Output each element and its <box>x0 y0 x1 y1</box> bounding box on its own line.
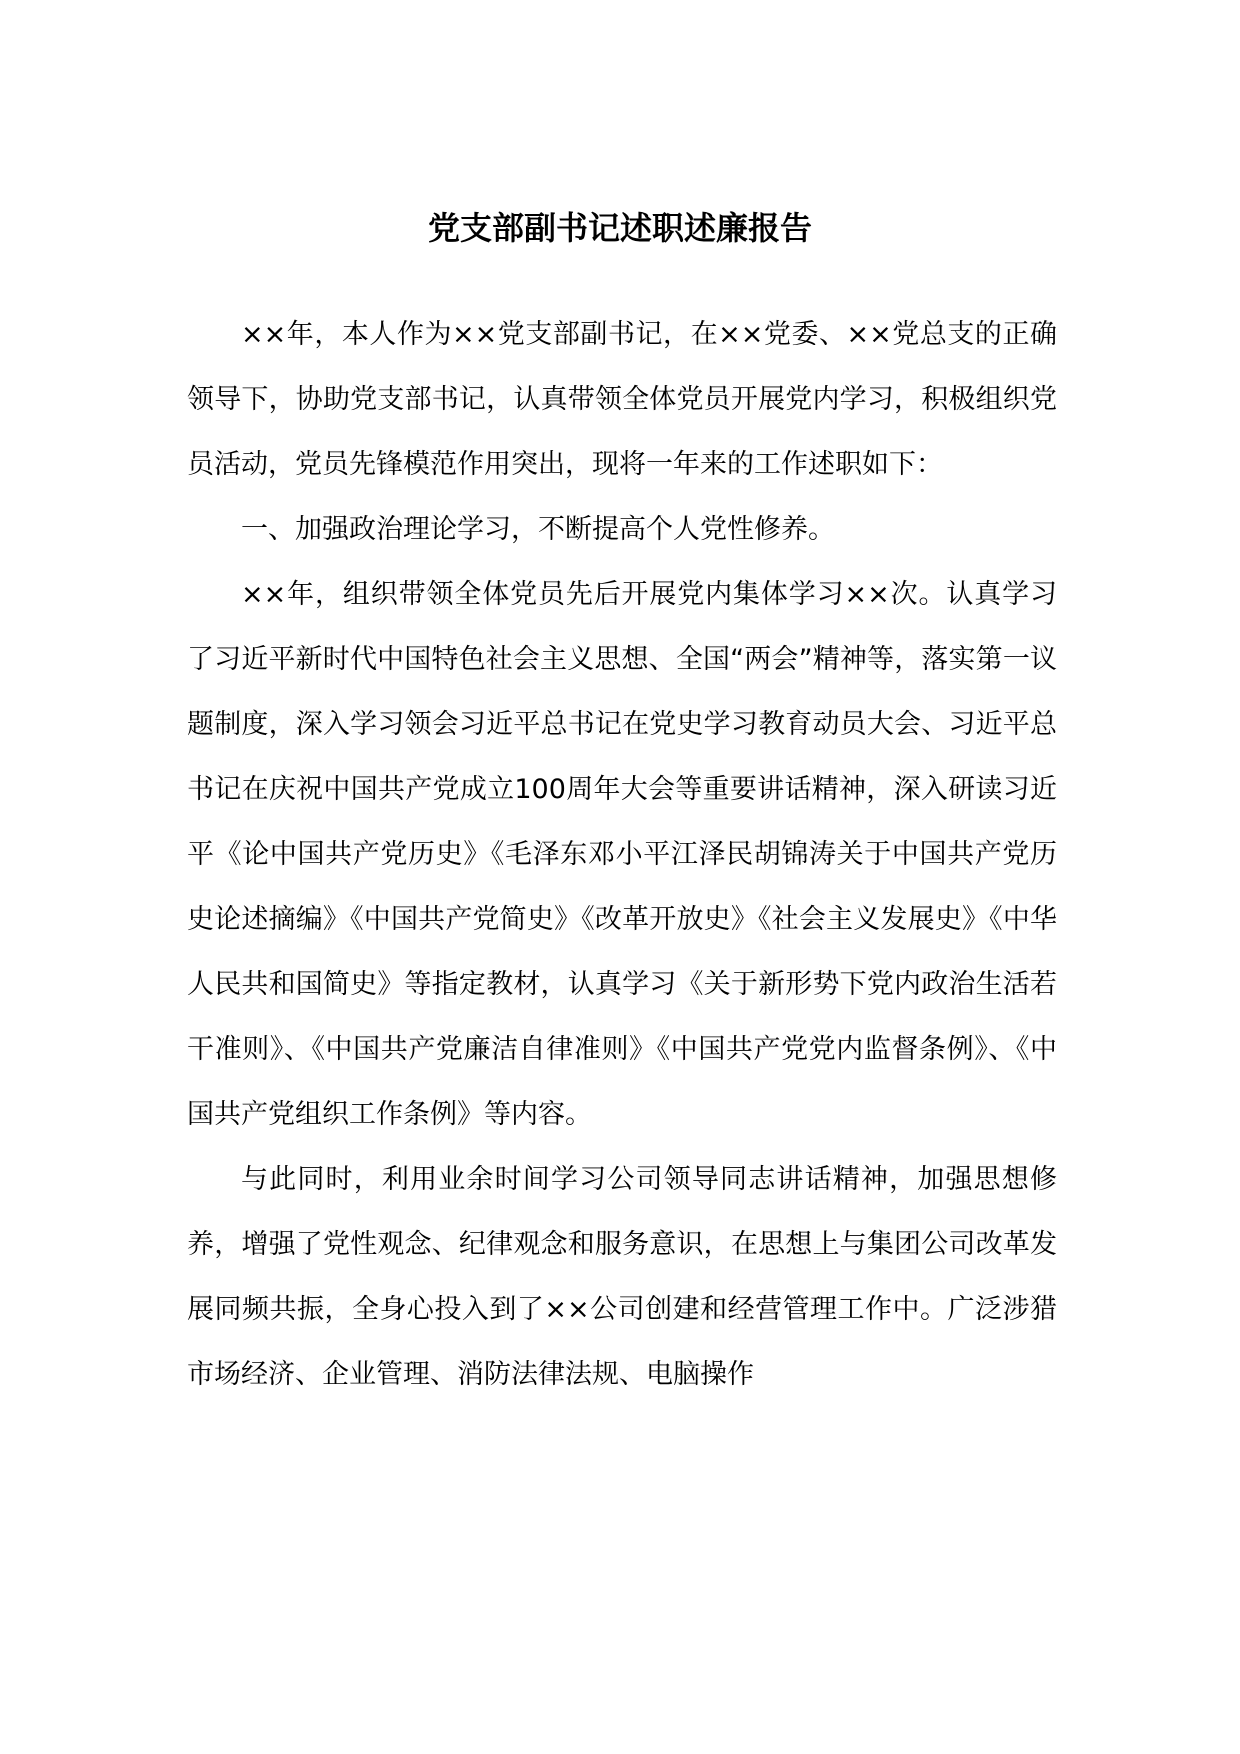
document-body <box>187 302 1057 1407</box>
paragraph-section-heading: 一、加强政治理论学习，不断提高个人党性修养。 <box>241 514 835 545</box>
paragraph-intro: ××年，本人作为××党支部副书记，在××党委、××党总支的正确领导下，协助党支部书记，认真带领全体党员开展党内学习，积极组织党员活动，党员先锋模范作用突出，现将一年来的工作述职如下： <box>187 319 1057 480</box>
document-title: 党支部副书记述职述廉报告 <box>427 209 812 247</box>
paragraph-self-improvement: 与此同时，利用业余时间学习公司领导同志讲话精神，加强思想修养，增强了党性观念、纪律观念和服务意识，在思想上与集团公司改革发展同频共振，全身心投入到了××公司创建和经营管理工作中。广泛涉猎市场经济、企业管理、消防法律法规、电脑操作 <box>187 1164 1057 1390</box>
paragraph-study-details: ××年，组织带领全体党员先后开展党内集体学习××次。认真学习了习近平新时代中国特色社会主义思想、全国“两会”精神等，落实第一议题制度，深入学习领会习近平总书记在党史学习教育动员大会、习近平总书记在庆祝中国共产党成立100周年大会等重要讲话精神，深入研读习近平《论中国共产党历史》《毛泽东邓小平江泽民胡锦涛关于中国共产党历史论述摘编》《中国共产党简史》《改革开放史》《社会主义发展史》《中华人民共和国简史》等指定教材，认真学习《关于新形势下党内政治生活若干准则》、《中国共产党廉洁自律准则》《中国共产党党内监督条例》、《中国共产党组织工作条例》等内容。 <box>187 579 1057 1130</box>
